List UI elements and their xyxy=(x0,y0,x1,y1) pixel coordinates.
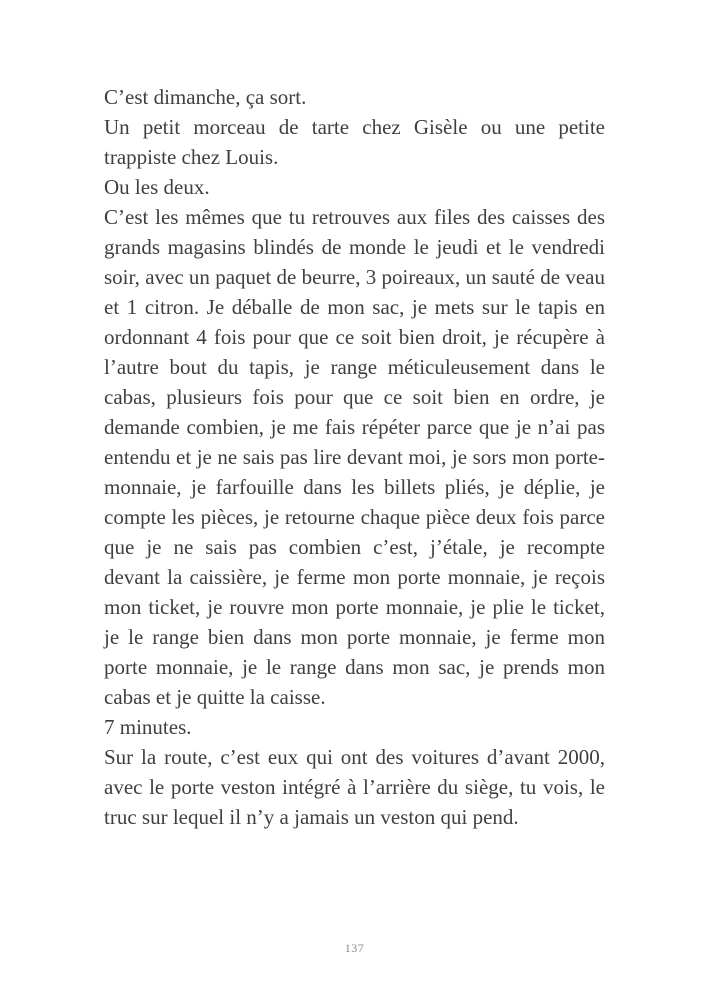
paragraph: Ou les deux. xyxy=(104,175,210,199)
page-number: 137 xyxy=(344,941,365,955)
paragraph: 7 minutes. xyxy=(104,715,192,739)
paragraph: C’est les mêmes que tu retrouves aux files des caisses des grands magasins blindés de monde le jeudi et le vendredi soir, avec un paquet de beurre, 3 poireaux, un sauté de veau et 1 citron. Je déballe de mon sac, je mets sur le tapis en ordonnant 4 fois pour que ce soit bien droit, je récupère à l’autre bout du tapis, je range méticuleusement dans le cabas, plusieurs fois pour que ce soit bien en ordre, je demande combien, je me fais répéter parce que je n’ai pas entendu et je ne sais pas lire devant moi, je sors mon porte-monnaie, je farfouille dans les billets pliés, je déplie, je compte les pièces, je retourne chaque pièce deux fois parce que je ne sais pas combien c’est, j’étale, je recompte devant la caissière, je ferme mon porte monnaie, je reçois mon ticket, je rouvre mon porte monnaie, je plie le ticket, je le range bien dans mon porte monnaie, je ferme mon porte monnaie, je le range dans mon sac, je prends mon cabas et je quitte la caisse. xyxy=(104,205,605,709)
paragraph: Sur la route, c’est eux qui ont des voitures d’avant 2000, avec le porte veston intégré à l’arrière du siège, tu vois, le truc sur lequel il n’y a jamais un veston qui pend. xyxy=(104,745,605,829)
paragraph: Un petit morceau de tarte chez Gisèle ou une petite trappiste chez Louis. xyxy=(104,115,605,169)
paragraph: C’est dimanche, ça sort. xyxy=(104,85,307,109)
body-text xyxy=(104,82,605,832)
